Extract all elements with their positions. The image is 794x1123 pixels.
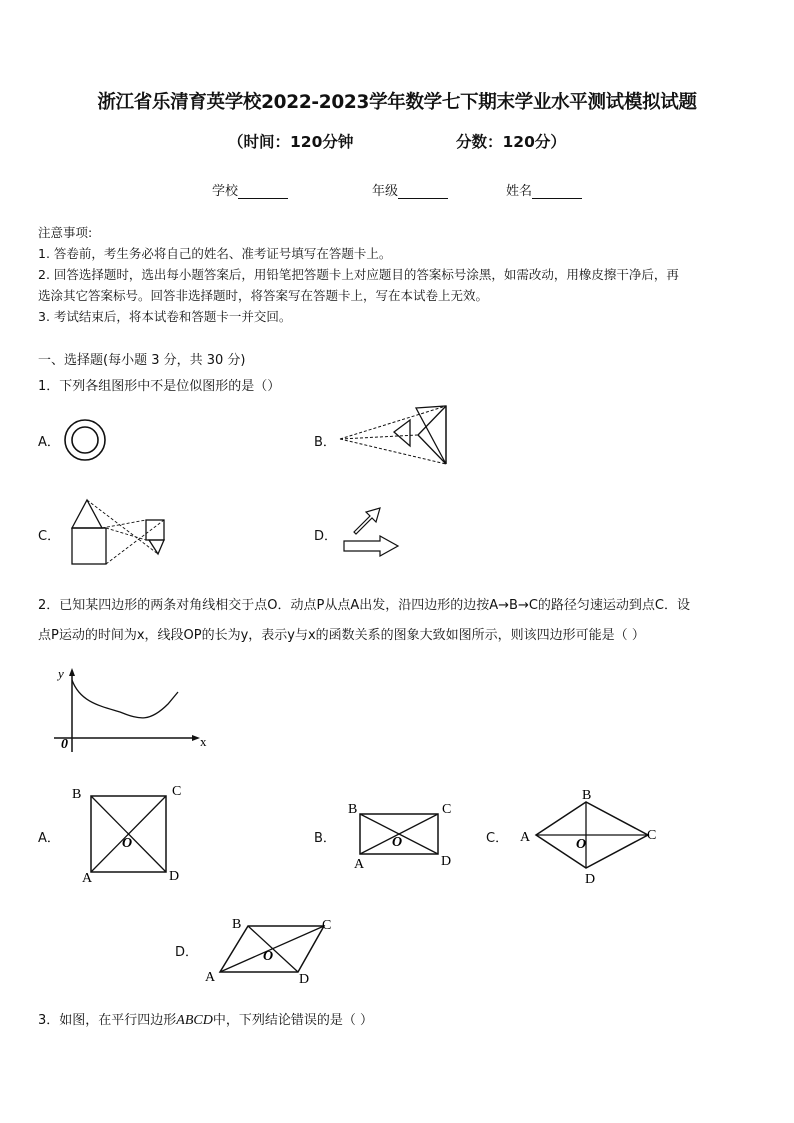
q1-figure-a: [62, 415, 112, 465]
q1-option-a[interactable]: A．: [38, 435, 60, 450]
label-o: O: [263, 949, 274, 964]
label-o: O: [122, 836, 133, 851]
label-o: O: [576, 837, 587, 852]
school-label: 学校: [212, 184, 239, 199]
school-field[interactable]: [212, 180, 288, 199]
q3-stem: [38, 1009, 373, 1029]
label-c: C: [172, 784, 182, 799]
grade-label: 年级: [372, 184, 399, 199]
graph-y-label: y: [58, 666, 64, 681]
label-c: C: [647, 828, 657, 843]
page-title: 浙江省乐清育英学校2022-2023学年数学七下期末学业水平测试模拟试题: [97, 92, 697, 113]
q1-option-d[interactable]: D．: [314, 529, 338, 544]
q2-option-a[interactable]: A．: [38, 831, 60, 846]
q2-figure-d-parallelogram: [202, 912, 347, 988]
label-b: B: [232, 917, 242, 932]
label-a: A: [354, 857, 365, 872]
q2-option-c[interactable]: C．: [486, 831, 509, 846]
label-d: D: [299, 972, 310, 987]
q2-figure-b-rectangle: [344, 798, 459, 870]
label-a: A: [82, 871, 93, 886]
graph-x-label: x: [200, 734, 207, 749]
q3-stem-post: 中，下列结论错误的是（ ）: [212, 1013, 373, 1028]
q2-stem-line1: 2．已知某四边形的两条对角线相交于点O．动点P从点A出发，沿四边形的边按A→B→C的路径匀速运动到点C．设: [38, 598, 690, 613]
name-field[interactable]: [506, 180, 582, 199]
q1-figure-b: [338, 402, 453, 472]
q2-stem-line2: 点P运动的时间为x，线段OP的长为y，表示y与x的函数关系的图象大致如图所示，则该四边形可能是（ ）: [38, 628, 645, 643]
name-label: 姓名: [506, 184, 533, 199]
label-o: O: [392, 835, 403, 850]
label-a: A: [520, 830, 531, 845]
exam-score: 分数：120分）: [456, 133, 566, 151]
school-blank: [238, 184, 288, 199]
label-d: D: [585, 872, 596, 887]
grade-field[interactable]: [372, 180, 448, 199]
label-b: B: [72, 787, 82, 802]
note-1: 1. 答卷前，考生务必将自己的姓名、准考证号填写在答题卡上。: [38, 246, 392, 261]
notes-heading: 注意事项:: [38, 225, 93, 240]
q1-figure-c: [68, 496, 173, 571]
q1-figure-d: [342, 504, 404, 558]
exam-time: （时间：120分钟: [228, 133, 354, 151]
q3-stem-pre: 3．如图，在平行四边形: [38, 1013, 177, 1028]
label-a: A: [205, 970, 216, 985]
label-d: D: [169, 869, 180, 884]
q2-option-d[interactable]: D．: [175, 945, 199, 960]
graph-origin-label: 0: [61, 737, 68, 752]
q1-option-c[interactable]: C．: [38, 529, 61, 544]
q1-option-b[interactable]: B．: [314, 435, 336, 450]
label-c: C: [322, 918, 332, 933]
note-2a: 2. 回答选择题时，选出每小题答案后，用铅笔把答题卡上对应题目的答案标号涂黑，如需改动，用橡皮擦干净后，再: [38, 267, 679, 282]
grade-blank: [398, 184, 448, 199]
note-3: 3. 考试结束后，将本试卷和答题卡一并交回。: [38, 309, 292, 324]
name-blank: [532, 184, 582, 199]
q1-stem: 1．下列各组图形中不是位似图形的是（）: [38, 379, 281, 394]
q2-function-graph: [50, 664, 220, 754]
q2-option-b[interactable]: B．: [314, 831, 336, 846]
label-b: B: [582, 788, 592, 803]
q3-parallelogram-name: ABCD: [176, 1013, 213, 1028]
label-d: D: [441, 854, 452, 869]
label-c: C: [442, 802, 452, 817]
section-heading: 一、选择题(每小题 3 分，共 30 分): [38, 353, 246, 368]
q2-figure-a-square: [70, 782, 190, 886]
label-b: B: [348, 802, 358, 817]
note-2b: 选涂其它答案标号。回答非选择题时，将答案写在答题卡上，写在本试卷上无效。: [38, 288, 489, 303]
q2-figure-c-rhombus: [516, 784, 666, 888]
